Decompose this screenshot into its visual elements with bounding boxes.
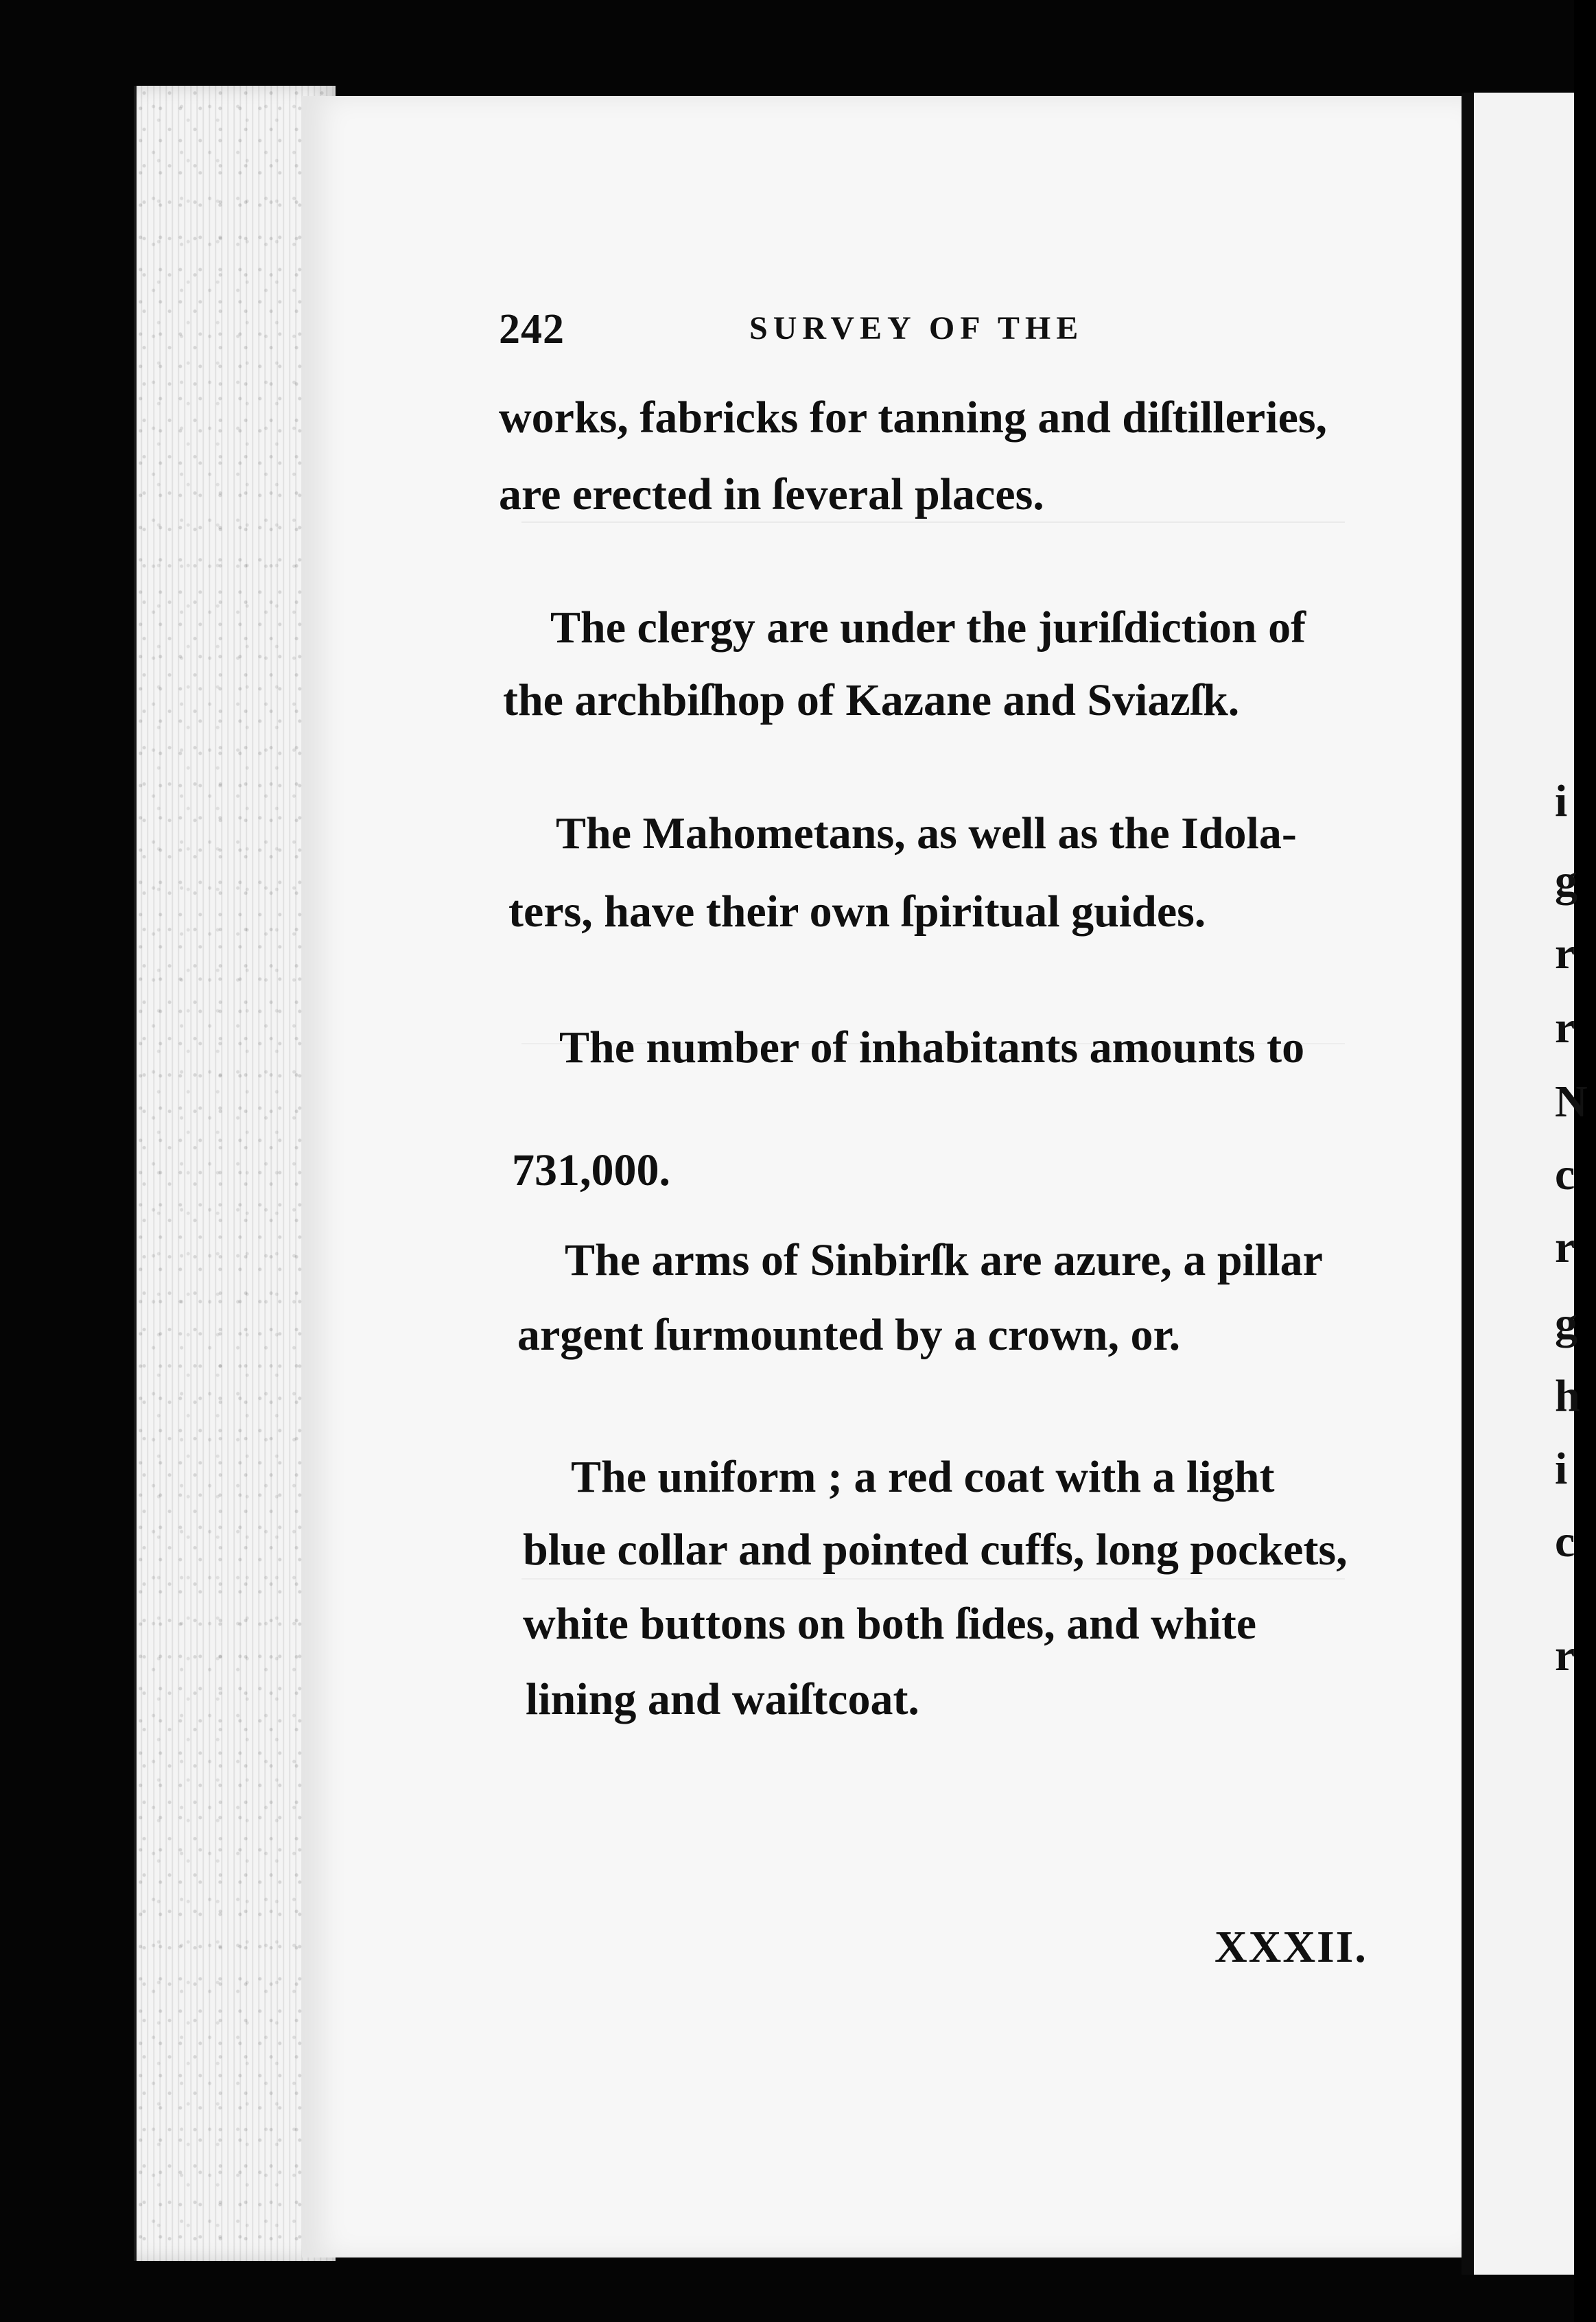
catchword: XXXII. — [1214, 1922, 1368, 1972]
text-line: the archbiſhop of Kazane and Sviazſk. — [503, 675, 1240, 725]
text-line: The arms of Sinbirſk are azure, a pillar — [565, 1235, 1323, 1285]
text-line: works, fabricks for tanning and diſtilleries, — [499, 392, 1328, 443]
running-head — [499, 305, 1391, 353]
adjacent-page-letter: r — [1555, 1002, 1575, 1053]
adjacent-page-letter: N — [1555, 1077, 1588, 1127]
adjacent-page-letter: i — [1555, 1444, 1568, 1494]
text-line: The uniform ; a red coat with a light — [571, 1452, 1275, 1502]
book-gutter — [1462, 93, 1474, 2275]
text-line: argent ſurmounted by a crown, or. — [517, 1310, 1181, 1360]
text-line: The number of inhabitants amounts to — [559, 1022, 1305, 1072]
adjacent-page-letter: r — [1555, 1222, 1575, 1272]
text-line: blue collar and pointed cuffs, long pockets, — [523, 1525, 1348, 1575]
adjacent-page-letter: h — [1555, 1371, 1580, 1421]
running-title: SURVEY OF THE — [749, 310, 1084, 347]
text-line: lining and waiſtcoat. — [526, 1674, 919, 1724]
adjacent-page-letter: c — [1555, 1516, 1575, 1567]
text-line: 731,000. — [512, 1145, 670, 1195]
adjacent-page-letter: g — [1555, 1298, 1577, 1348]
adjacent-page-letter: r — [1555, 1630, 1575, 1680]
show-through-mark — [521, 521, 1345, 550]
page-number: 242 — [499, 306, 565, 353]
text-line: are erected in ſeveral places. — [499, 469, 1044, 519]
text-line: white buttons on both ſides, and white — [523, 1599, 1257, 1649]
text-line: ters, have their own ſpiritual guides. — [508, 887, 1206, 937]
adjacent-page-letter: r — [1555, 928, 1575, 978]
adjacent-page-letter: g — [1555, 856, 1577, 906]
text-line: The clergy are under the juriſdiction of — [550, 602, 1306, 653]
adjacent-page-letter: i — [1555, 776, 1568, 826]
text-line: The Mahometans, as well as the Idola- — [556, 808, 1297, 858]
adjacent-page-letter: c — [1555, 1149, 1575, 1199]
